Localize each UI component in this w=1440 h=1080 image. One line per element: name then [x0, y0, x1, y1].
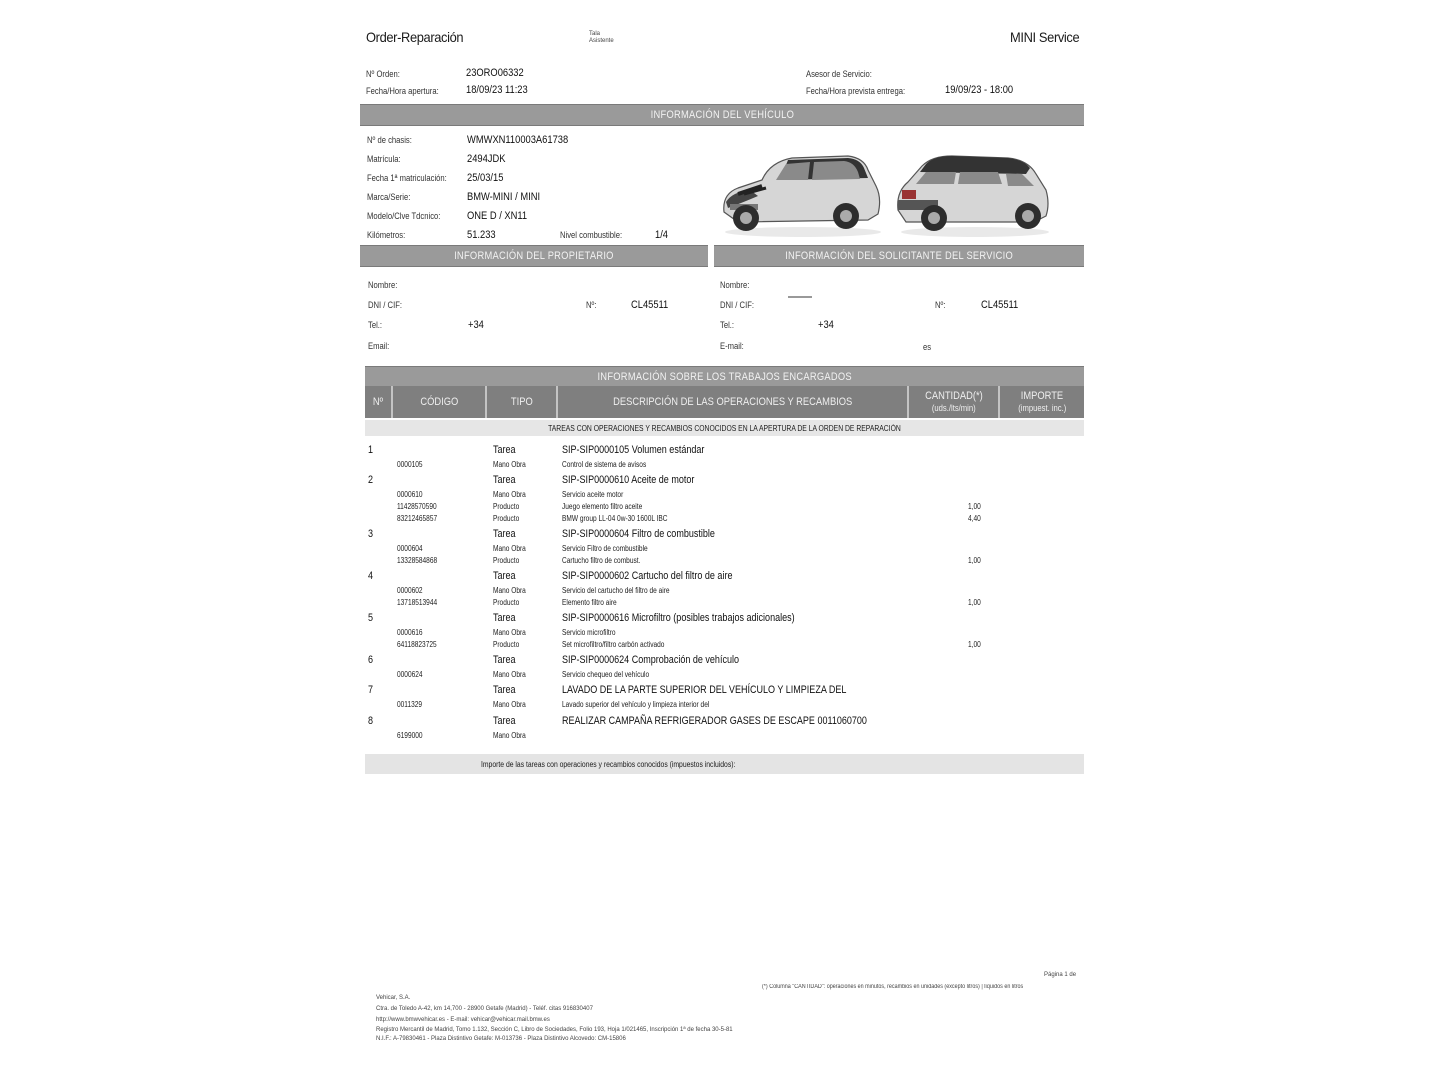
- task-number: 6: [368, 654, 374, 666]
- company-line: Vehicar, S.A.: [376, 995, 411, 1001]
- page-number: Página 1 de: [1044, 972, 1077, 978]
- open-date-value: 18/09/23 11:23: [466, 84, 528, 96]
- advisor-label: Asesor de Servicio:: [806, 69, 872, 79]
- requester-section-bar: [714, 245, 1084, 267]
- task-description: SIP-SIP0000610 Aceite de motor: [562, 474, 695, 486]
- vehicle-label: Fecha 1ª matriculación:: [367, 173, 447, 183]
- line-description: Servicio del cartucho del filtro de aire: [562, 586, 670, 595]
- line-code: 83212465857: [397, 514, 438, 523]
- quantity-note: (*) Columna "CANTIDAD": operaciones en minutos, recambios en unidades (excepto litros) | líquidos en litros: [762, 984, 1024, 990]
- vehicle-label: Modelo/Clve Tdcnico:: [367, 211, 441, 221]
- requester-email-label: E-mail:: [720, 341, 744, 351]
- vehicle-value: 2494JDK: [467, 153, 506, 165]
- tasks-subtitle: TAREAS CON OPERACIONES Y RECAMBIOS CONOCIDOS EN LA APERTURA DE LA ORDEN DE REPARACIÓN: [548, 423, 901, 433]
- task-type: Tarea: [493, 684, 516, 696]
- document-title: Order-Reparación: [366, 29, 464, 45]
- line-code: 13718513944: [397, 598, 438, 607]
- vehicle-label: Kilómetros:: [367, 230, 406, 240]
- line-description: Servicio chequeo del vehículo: [562, 670, 650, 679]
- line-code: 6199000: [397, 731, 423, 740]
- line-quantity: 4,40: [968, 514, 981, 523]
- line-code: 0000105: [397, 460, 423, 469]
- car-front-image: [718, 150, 884, 240]
- work-section-bar: [365, 366, 1084, 388]
- vehicle-section-title: INFORMACIÓN DEL VEHÍCULO: [650, 109, 794, 121]
- col-num-header-text: Nº: [372, 396, 383, 408]
- task-description: SIP-SIP0000105 Volumen estándar: [562, 444, 705, 456]
- line-code: 0000610: [397, 490, 423, 499]
- requester-n-label: Nº:: [935, 300, 946, 310]
- task-description: SIP-SIP0000604 Filtro de combustible: [562, 528, 715, 540]
- line-code: 0000604: [397, 544, 423, 553]
- tasks-total-label: Importe de las tareas con operaciones y recambios conocidos (impuestos incluidos):: [481, 759, 736, 769]
- col-amount-header-line-1: IMPORTE: [1020, 390, 1064, 402]
- header-center-note: [589, 31, 614, 45]
- open-date-label: Fecha/Hora apertura:: [366, 86, 439, 96]
- line-quantity: 1,00: [968, 556, 981, 565]
- center-note-line-2: Asistente: [589, 38, 614, 44]
- line-description: Cartucho filtro de combust.: [562, 556, 641, 565]
- vehicle-value: ONE D / XN11: [467, 210, 528, 222]
- line-description: Juego elemento filtro aceite: [562, 502, 643, 511]
- owner-section-bar: [360, 245, 708, 267]
- task-number: 1: [368, 444, 374, 456]
- col-num-header: [365, 386, 393, 418]
- task-number: 7: [368, 684, 374, 696]
- requester-n-value: CL45511: [981, 299, 1019, 311]
- line-description: Servicio aceite motor: [562, 490, 624, 499]
- line-description: Set microfiltro/filtro carbón activado: [562, 640, 665, 649]
- owner-n-value: CL45511: [631, 299, 669, 311]
- tasks-subtitle-bar: [365, 420, 1084, 436]
- line-code: 0000624: [397, 670, 423, 679]
- vehicle-label: Matrícula:: [367, 154, 401, 164]
- task-description: REALIZAR CAMPAÑA REFRIGERADOR GASES DE ESCAPE 0011060700: [562, 715, 867, 727]
- line-description: Elemento filtro aire: [562, 598, 617, 607]
- owner-name-label: Nombre:: [368, 280, 398, 290]
- line-description: Servicio Filtro de combustible: [562, 544, 648, 553]
- col-amount-header-line-2: (impuest. inc.): [1018, 403, 1067, 413]
- task-description: SIP-SIP0000616 Microfiltro (posibles trabajos adicionales): [562, 612, 795, 624]
- task-type: Tarea: [493, 528, 516, 540]
- order-number-label: Nº Orden:: [366, 69, 400, 79]
- col-desc-header: [558, 386, 909, 418]
- line-type: Mano Obra: [493, 628, 526, 637]
- col-type-header: [487, 386, 558, 418]
- line-quantity: 1,00: [968, 598, 981, 607]
- line-code: 13328584868: [397, 556, 438, 565]
- vehicle-value: 25/03/15: [467, 172, 504, 184]
- center-note-line-1: Tala: [589, 31, 601, 37]
- line-type: Producto: [493, 640, 520, 649]
- line-type: Mano Obra: [493, 460, 526, 469]
- line-type: Mano Obra: [493, 490, 526, 499]
- company-line: http://www.bmwvehicar.es - E-mail: vehicar@vehicar.mail.bmw.es: [376, 1017, 550, 1023]
- vehicle-label: Marca/Serie:: [367, 192, 411, 202]
- task-type: Tarea: [493, 570, 516, 582]
- line-type: Mano Obra: [493, 700, 526, 709]
- task-type: Tarea: [493, 715, 516, 727]
- task-type: Tarea: [493, 654, 516, 666]
- fuel-label: Nivel combustible:: [560, 230, 623, 240]
- line-type: Mano Obra: [493, 544, 526, 553]
- requester-name-label: Nombre:: [720, 280, 750, 290]
- line-code: 0000602: [397, 586, 423, 595]
- company-line: Ctra. de Toledo A-42, km 14,700 - 28900 Getafe (Madrid) - Teléf. citas 916830407: [376, 1006, 593, 1012]
- task-description: SIP-SIP0000624 Comprobación de vehículo: [562, 654, 740, 666]
- tasks-total-bar: [365, 754, 1084, 774]
- task-description: LAVADO DE LA PARTE SUPERIOR DEL VEHÍCULO Y LIMPIEZA DEL: [562, 684, 847, 696]
- requester-section-title: INFORMACIÓN DEL SOLICITANTE DEL SERVICIO: [785, 250, 1013, 262]
- vehicle-value: BMW-MINI / MINI: [467, 191, 541, 203]
- col-desc-header-text: DESCRIPCIÓN DE LAS OPERACIONES Y RECAMBIOS: [613, 396, 853, 408]
- col-qty-header: [909, 386, 1000, 418]
- requester-email-tail: es: [923, 342, 932, 352]
- order-number-value: 23ORO06332: [466, 67, 524, 79]
- car-rear-image: [890, 150, 1056, 240]
- line-description: Servicio microfiltro: [562, 628, 616, 637]
- work-table-header: [365, 386, 1084, 418]
- task-number: 4: [368, 570, 374, 582]
- line-type: Producto: [493, 502, 520, 511]
- vehicle-section-bar: [360, 104, 1084, 126]
- line-code: 64118823725: [397, 640, 437, 649]
- fuel-value: 1/4: [655, 229, 669, 241]
- line-code: 0011329: [397, 700, 423, 709]
- vehicle-value: 51.233: [467, 229, 496, 241]
- col-code-header: [393, 386, 488, 418]
- delivery-label: Fecha/Hora prevista entrega:: [806, 86, 906, 96]
- requester-dni-label: DNI / CIF:: [720, 300, 754, 310]
- requester-tel-value: +34: [818, 319, 834, 331]
- line-type: Mano Obra: [493, 731, 526, 740]
- line-description: Lavado superior del vehículo y limpieza interior del: [562, 700, 710, 709]
- col-qty-header-line-2: (uds./lts/min): [931, 403, 976, 413]
- delivery-value: 19/09/23 - 18:00: [945, 84, 1014, 96]
- line-code: 11428570590: [397, 502, 437, 511]
- line-type: Mano Obra: [493, 670, 526, 679]
- line-description: BMW group LL-04 0w-30 1600L IBC: [562, 514, 668, 523]
- line-description: Control de sistema de avisos: [562, 460, 647, 469]
- company-line: Registro Mercantil de Madrid, Tomo 1.132, Sección C, Libro de Sociedades, Folio 193, Hoja 1/021465, Inscripción 1ª de fecha 30-5-81: [376, 1027, 733, 1033]
- owner-section-title: INFORMACIÓN DEL PROPIETARIO: [454, 250, 614, 262]
- task-number: 2: [368, 474, 374, 486]
- task-type: Tarea: [493, 444, 516, 456]
- vehicle-label: Nº de chasis:: [367, 135, 412, 145]
- task-type: Tarea: [493, 474, 516, 486]
- requester-tel-label: Tel.:: [720, 320, 735, 330]
- line-type: Mano Obra: [493, 586, 526, 595]
- owner-dni-label: DNI / CIF:: [368, 300, 402, 310]
- company-info: [376, 995, 733, 1043]
- line-type: Producto: [493, 514, 520, 523]
- task-number: 3: [368, 528, 374, 540]
- line-type: Producto: [493, 598, 520, 607]
- line-quantity: 1,00: [968, 502, 981, 511]
- owner-tel-label: Tel.:: [368, 320, 383, 330]
- col-type-header-text: TIPO: [510, 396, 533, 408]
- vehicle-value: WMWXN110003A61738: [467, 134, 569, 146]
- task-number: 5: [368, 612, 374, 624]
- task-type: Tarea: [493, 612, 516, 624]
- owner-email-label: Email:: [368, 341, 390, 351]
- repair-order-document: [360, 0, 1086, 1080]
- col-amount-header: [1000, 386, 1084, 418]
- work-section-title: INFORMACIÓN SOBRE LOS TRABAJOS ENCARGADOS: [597, 371, 852, 383]
- line-type: Producto: [493, 556, 520, 565]
- company-line: N.I.F.: A-79830461 - Plaza Distintivo Getafe: M-013736 - Plaza Distintivo Alcovedo: CM-15806: [376, 1036, 626, 1042]
- task-description: SIP-SIP0000602 Cartucho del filtro de aire: [562, 570, 733, 582]
- task-number: 8: [368, 715, 374, 727]
- owner-n-label: Nº:: [586, 300, 597, 310]
- col-code-header-text: CÓDIGO: [420, 396, 458, 408]
- col-qty-header-line-1: CANTIDAD(*): [924, 390, 983, 402]
- redaction-mark: [788, 296, 812, 298]
- brand-label: MINI Service: [1010, 29, 1080, 45]
- line-code: 0000616: [397, 628, 423, 637]
- line-quantity: 1,00: [968, 640, 981, 649]
- owner-tel-value: +34: [468, 319, 484, 331]
